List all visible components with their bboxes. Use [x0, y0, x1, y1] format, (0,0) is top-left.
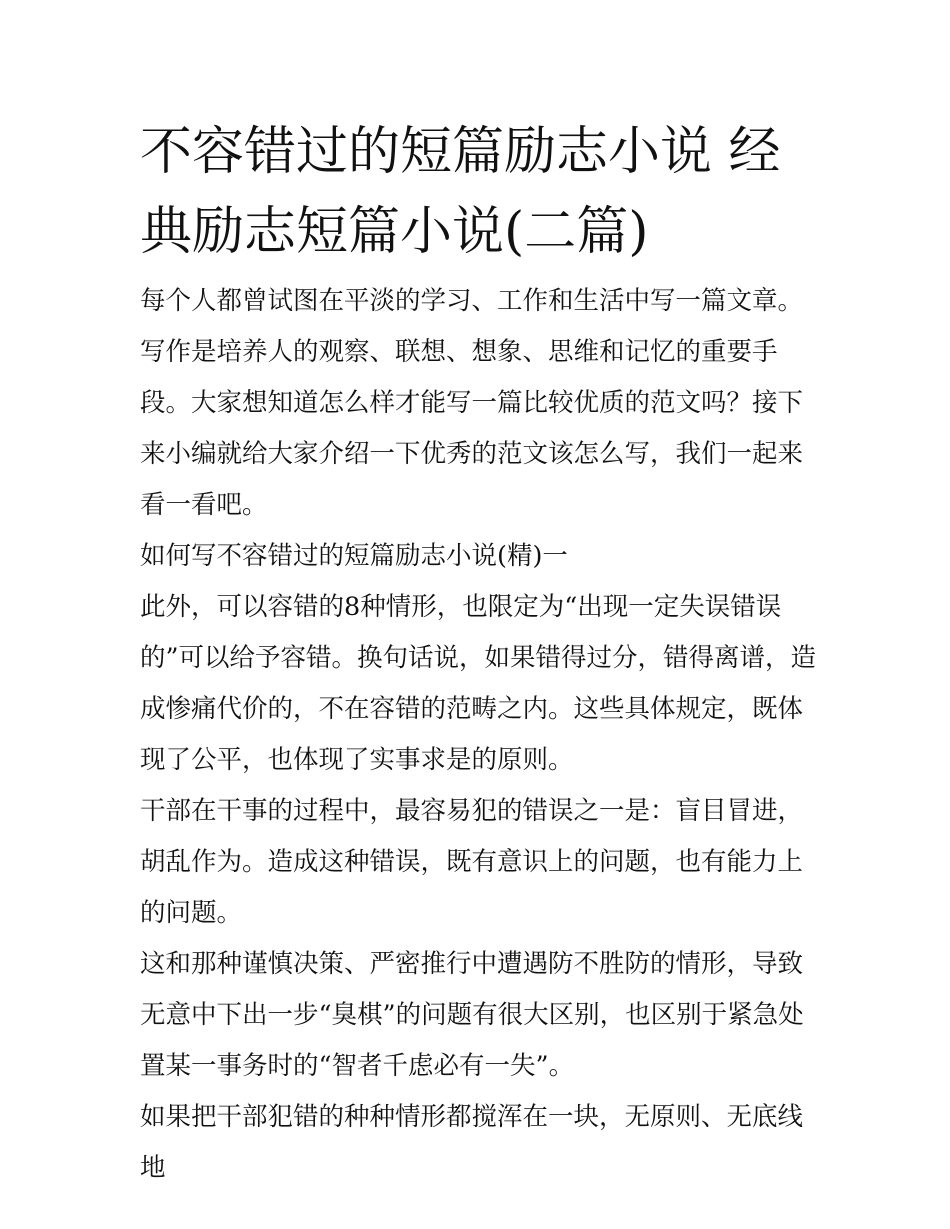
paragraph-common-errors: 干部在干事的过程中，最容易犯的错误之一是：盲目冒进，胡乱作为。造成这种错误，既有意识上的问题，也有能力上的问题。: [140, 796, 804, 928]
document-title: 不容错过的短篇励志小说 经典励志短篇小说(二篇): [140, 122, 781, 262]
paragraph-intro: 每个人都曾试图在平淡的学习、工作和生活中写一篇文章。写作是培养人的观察、联想、想象、思维和记忆的重要手段。大家想知道怎么样才能写一篇比较优质的范文吗？接下来小编就给大家介绍一下优秀的范文该怎么写，我们一起来看一看吧。: [140, 286, 804, 520]
paragraph-distinction: 这和那种谨慎决策、严密推行中遭遇防不胜防的情形，导致无意中下出一步“臭棋”的问题有很大区别，也区别于紧急处置某一事务时的“智者千虑必有一失”。: [140, 949, 804, 1081]
section-heading: 如何写不容错过的短篇励志小说(精)一: [140, 541, 568, 571]
document-body: [140, 276, 820, 1194]
paragraph-continuation: 如果把干部犯错的种种情形都搅浑在一块，无原则、无底线地: [140, 1102, 804, 1183]
paragraph-tolerance-cases: 此外，可以容错的8种情形，也限定为“出现一定失误错误的”可以给予容错。换句话说，如果错得过分，错得离谱，造成惨痛代价的，不在容错的范畴之内。这些具体规定，既体现了公平，也体现了实事求是的原则。: [140, 592, 817, 775]
